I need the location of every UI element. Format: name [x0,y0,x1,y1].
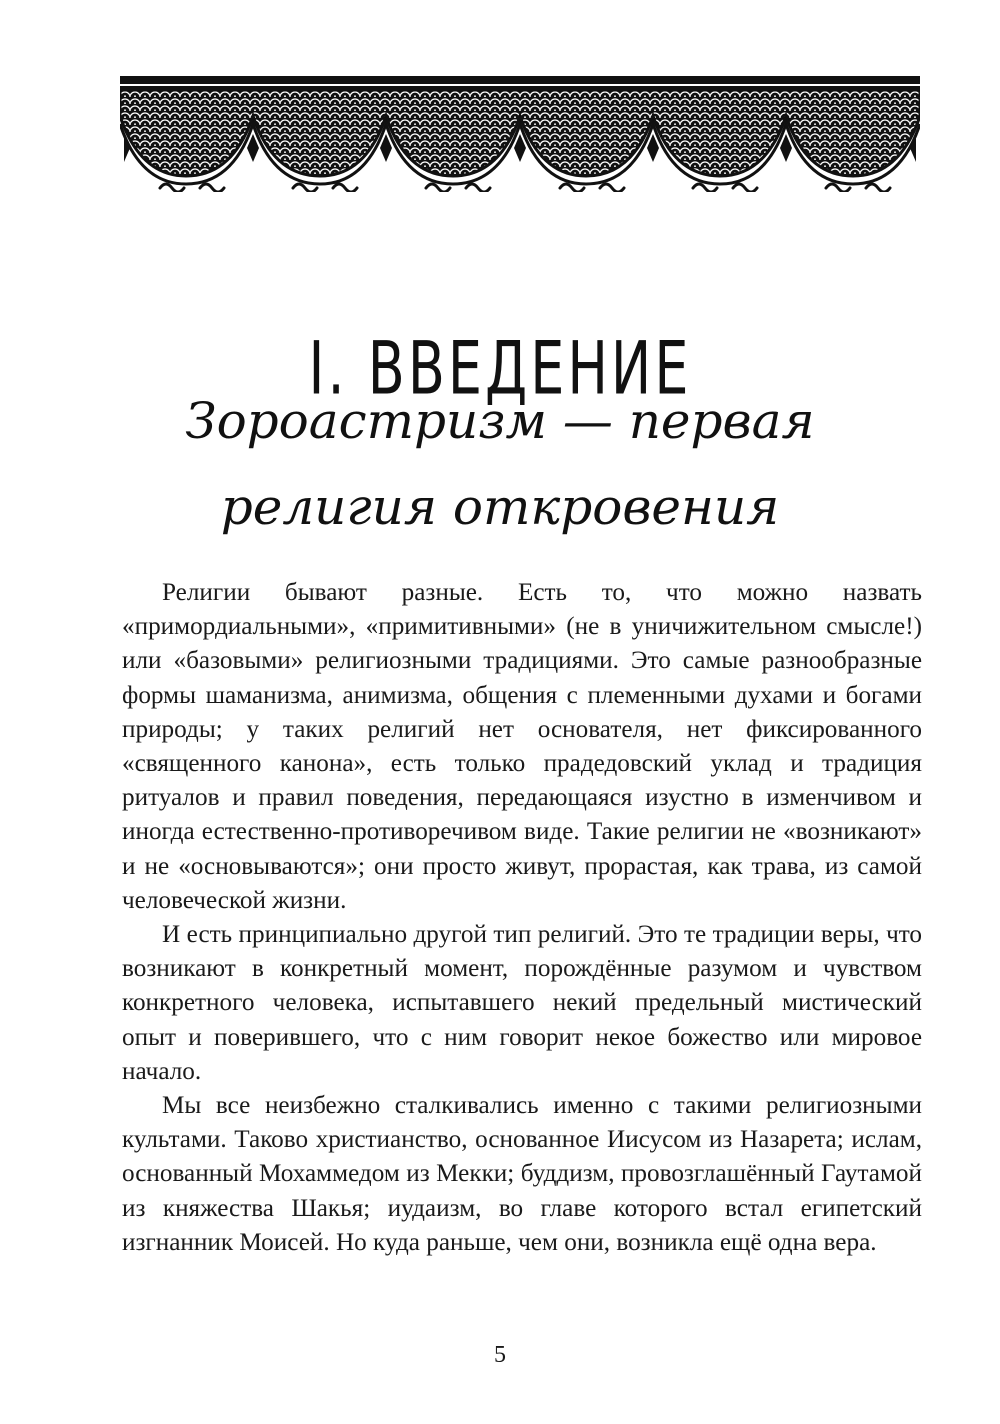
chapter-subtitle [0,378,1000,550]
paragraph: Мы все неизбежно сталкивались именно с такими религиозными культами. Таково христианство, основанное Иисусом из Назарета; ислам, основанный Мохаммедом из Мекки; буддизм, провозглашённый Гаутамой из княжества Шакья; иудаизм, во главе которого встал египетский изгнанник Моисей. Но куда раньше, чем они, возникла ещё одна вера. [122,1092,922,1256]
page-number: 5 [494,1342,506,1368]
subtitle-line-1: Зороастризм — первая [185,392,815,450]
subtitle-line-2: религия откровения [220,478,780,536]
chapter-title: I. ВВЕДЕНИЕ [308,326,692,412]
ornamental-header-border [120,76,920,192]
body-text [122,576,922,1260]
paragraph: Религии бывают разные. Есть то, что можно назвать «примордиальными», «примитивными» (не в уничижительном смысле!) или «базовыми» религиозными традициями. Это самые разнообразные формы шаманизма, анимизма, общения с племенными духами и богами природы; у таких религий нет основателя, нет фиксированного «священного канона», есть только прадедовский уклад и традиция ритуалов и правил поведения, передающаяся изустно в изменчивом и иногда естественно-противоречивом виде. Такие религии не «возникают» и не «основываются»; они просто живут, прорастая, как трава, из самой человеческой жизни. [122,579,922,914]
paragraph: И есть принципиально другой тип религий. Это те традиции веры, что возникают в конкретный момент, порождённые разумом и чувством конкретного человека, испытавшего некий предельный мистический опыт и поверившего, что с ним говорит некое божество или мировое начало. [122,921,922,1085]
